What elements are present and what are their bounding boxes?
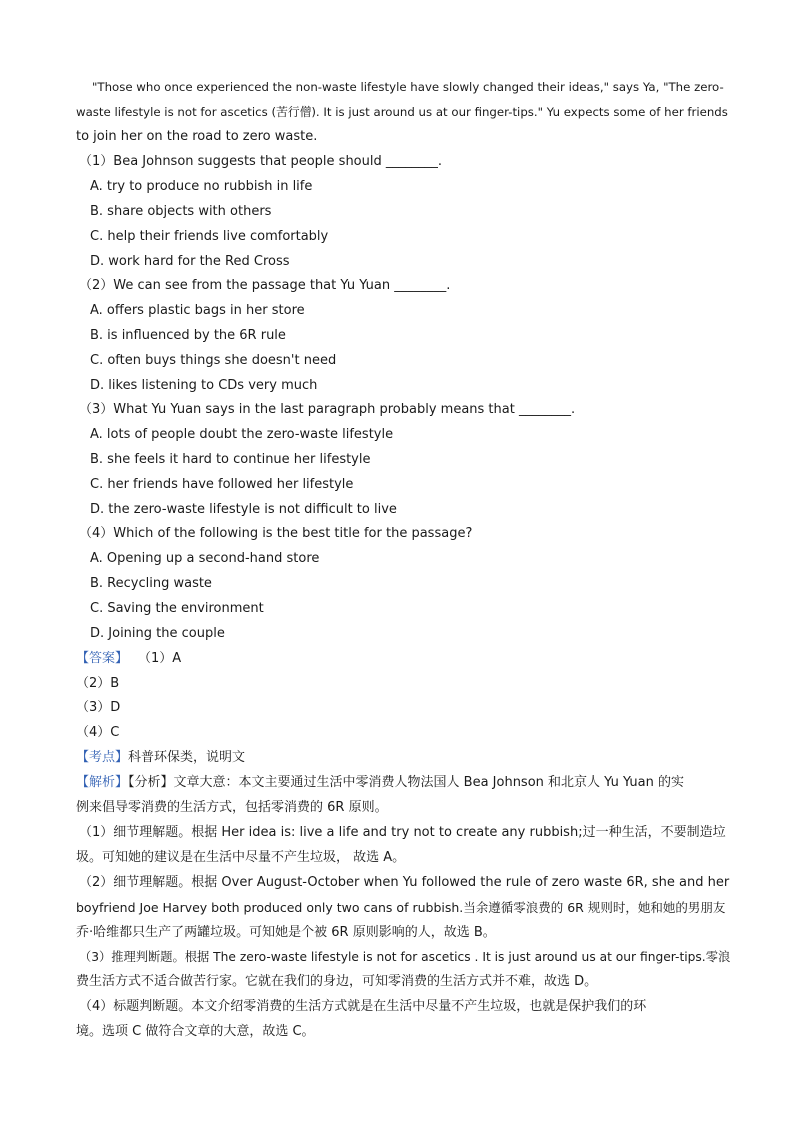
kaodian-tag: 【考点】 <box>76 750 129 765</box>
passage-line: "Those who once experienced the non-waste lifestyle have slowly changed their ideas," says Ya, "The zero- <box>92 80 724 94</box>
question-option: B. Recycling waste <box>90 576 212 591</box>
explanation-line: boyfriend Joe Harvey both produced only two cans of rubbish.当余遵循零浪费的 6R 规则时，她和她的男朋友 <box>76 900 726 915</box>
question-option: C. often buys things she doesn't need <box>90 353 337 368</box>
analysis-text: 例来倡导零消费的生活方式，包括零消费的 6R 原则。 <box>76 800 388 815</box>
jiexi-tag: 【解析】 <box>76 775 129 790</box>
explanation-line: 圾。可知她的建议是在生活中尽量不产生垃圾， 故选 A。 <box>76 850 406 865</box>
explanation-line: （4）标题判断题。本文介绍零消费的生活方式就是在生活中尽量不产生垃圾，也就是保护我们的环 <box>79 999 647 1014</box>
question-option: C. Saving the environment <box>90 601 264 616</box>
analysis-text: 【分析】文章大意：本文主要通过生活中零消费人物法国人 Bea Johnson 和北京人 Yu Yuan 的实 <box>128 775 685 790</box>
question-stem: （4）Which of the following is the best title for the passage? <box>79 526 473 541</box>
passage-line: to join her on the road to zero waste. <box>76 129 318 144</box>
explanation-line: （1）细节理解题。根据 Her idea is: live a life and try not to create any rubbish;过一种生活，不要制造垃 <box>79 825 726 840</box>
answer-value: （3）D <box>76 700 121 715</box>
answer-tag: 【答案】 <box>76 651 129 666</box>
kaodian-text: 科普环保类，说明文 <box>128 750 246 765</box>
question-option: B. share objects with others <box>90 204 272 219</box>
question-stem: （1）Bea Johnson suggests that people should ________. <box>79 154 443 169</box>
answer-value: （2）B <box>76 676 120 691</box>
explanation-line: 费生活方式不适合做苦行家。它就在我们的身边，可知零消费的生活方式并不难，故选 D。 <box>76 974 598 989</box>
question-option: D. the zero-waste lifestyle is not difficult to live <box>90 502 397 517</box>
explanation-line: （3）推理判断题。根据 The zero-waste lifestyle is not for ascetics . It is just around us at our finger-tips.零浪 <box>79 950 731 964</box>
question-stem: （3）What Yu Yuan says in the last paragraph probably means that ________. <box>79 402 576 417</box>
question-option: D. Joining the couple <box>90 626 225 641</box>
passage-line: waste lifestyle is not for ascetics (苦行僧). It is just around us at our finger-tips." Yu expects some of her friends <box>76 105 728 119</box>
question-option: A. Opening up a second-hand store <box>90 551 320 566</box>
question-stem: （2）We can see from the passage that Yu Yuan ________. <box>79 278 451 293</box>
question-option: B. is influenced by the 6R rule <box>90 328 286 343</box>
answer-line <box>76 650 181 668</box>
answer-value: （1）A <box>138 651 182 666</box>
question-option: B. she feels it hard to continue her lifestyle <box>90 452 371 467</box>
question-option: C. her friends have followed her lifestyle <box>90 477 354 492</box>
question-option: C. help their friends live comfortably <box>90 229 329 244</box>
question-option: A. offers plastic bags in her store <box>90 303 305 318</box>
explanation-line: 境。选项 C 做符合文章的大意，故选 C。 <box>76 1024 315 1039</box>
answer-value: （4）C <box>76 725 120 740</box>
question-option: D. work hard for the Red Cross <box>90 254 290 269</box>
explanation-line: （2）细节理解题。根据 Over August-October when Yu followed the rule of zero waste 6R, she and her <box>79 875 730 890</box>
question-option: A. lots of people doubt the zero-waste lifestyle <box>90 427 394 442</box>
question-option: A. try to produce no rubbish in life <box>90 179 313 194</box>
question-option: D. likes listening to CDs very much <box>90 378 318 393</box>
explanation-line: 乔·哈维都只生产了两罐垃圾。可知她是个被 6R 原则影响的人，故选 B。 <box>76 925 496 940</box>
kaodian-line <box>76 749 245 767</box>
jiexi-line <box>76 774 684 792</box>
